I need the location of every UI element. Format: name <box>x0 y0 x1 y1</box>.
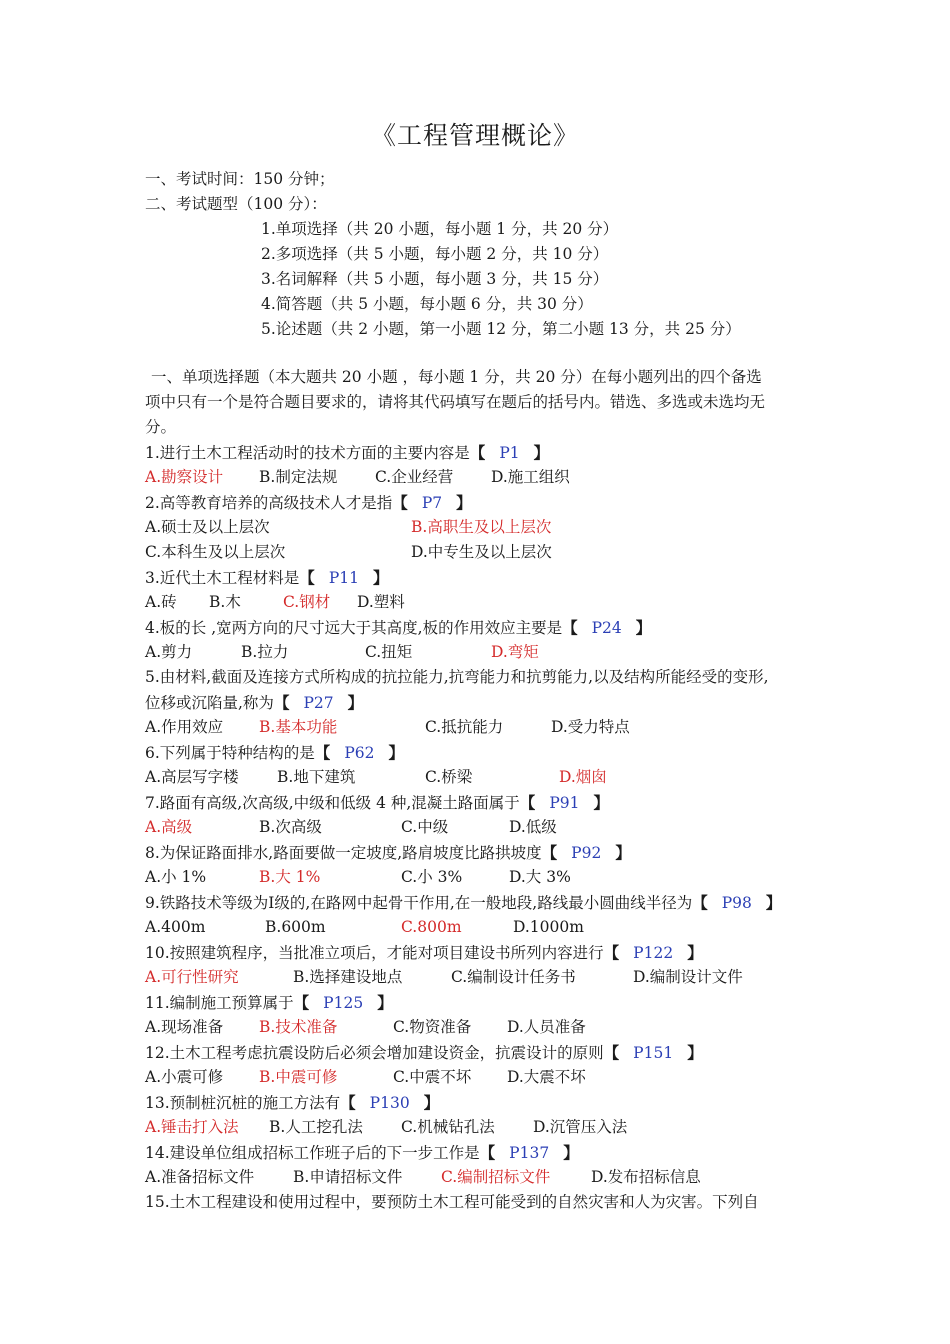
answer-option: C.物资准备 <box>393 1018 472 1036</box>
document-title: 《工程管理概论》 <box>370 121 579 150</box>
page-reference: P62 <box>344 744 375 762</box>
answer-option: C.编制招标文件 <box>441 1168 551 1186</box>
answer-option: A.硕士及以上层次 <box>145 518 270 536</box>
question-text: 13.预制桩沉桩的施工方法有 <box>145 1094 341 1112</box>
answer-option: D.中专生及以上层次 <box>411 543 552 561</box>
answer-option: A.400m <box>145 918 206 936</box>
answer-option: A.可行性研究 <box>145 968 239 986</box>
option-row <box>145 765 815 790</box>
section-intro-line: 项中只有一个是符合题目要求的，请将其代码填写在题后的括号内。错选、多选或未选均无 <box>145 393 766 411</box>
page-reference: P137 <box>509 1144 550 1162</box>
answer-option: C.中震不坏 <box>393 1068 472 1086</box>
answer-option: D.受力特点 <box>551 718 630 736</box>
answer-option: B.申请招标文件 <box>293 1168 403 1186</box>
question-stem <box>145 1090 815 1115</box>
option-row <box>145 540 815 565</box>
option-row <box>145 1015 815 1040</box>
question-text: 10.按照建筑程序，当批准立项后，才能对项目建设书所列内容进行 <box>145 944 604 962</box>
question-text: 7.路面有高级,次高级,中级和低级 4 种,混凝土路面属于 <box>145 794 520 812</box>
question-text: 位移或沉陷量,称为 <box>145 694 274 712</box>
answer-option: A.高层写字楼 <box>145 768 239 786</box>
answer-option: D.大震不坏 <box>507 1068 586 1086</box>
bracket-open: 【 <box>293 993 310 1012</box>
question-text: 1.进行土木工程活动时的技术方面的主要内容是 <box>145 444 470 462</box>
exam-info <box>145 167 741 342</box>
section-intro-line: 分。 <box>145 418 177 436</box>
answer-option: B.次高级 <box>259 818 322 836</box>
answer-option: C.企业经营 <box>375 468 454 486</box>
answer-option: D.弯矩 <box>491 643 539 661</box>
page-reference: P91 <box>549 794 580 812</box>
answer-option: A.现场准备 <box>145 1018 224 1036</box>
option-row <box>145 590 815 615</box>
answer-option: C.编制设计任务书 <box>451 968 576 986</box>
question-stem <box>145 1040 815 1065</box>
answer-option: A.锤击打入法 <box>145 1118 239 1136</box>
question-stem <box>145 690 815 715</box>
question-text: 3.近代土木工程材料是 <box>145 569 300 587</box>
answer-option: C.中级 <box>401 818 449 836</box>
bracket-open: 【 <box>340 1093 356 1112</box>
option-row <box>145 965 815 990</box>
question-list <box>145 440 815 1215</box>
answer-option: D.塑料 <box>357 593 405 611</box>
answer-option: D.编制设计文件 <box>633 968 743 986</box>
exam-time: 一、考试时间：150 分钟； <box>145 170 335 188</box>
answer-option: B.制定法规 <box>259 468 338 486</box>
answer-option: B.中震可修 <box>259 1068 338 1086</box>
answer-option: D.烟囱 <box>559 768 607 786</box>
answer-option: C.抵抗能力 <box>425 718 504 736</box>
question-text: 8.为保证路面排水,路面要做一定坡度,路肩坡度比路拱坡度 <box>145 844 542 862</box>
question-text: 9.铁路技术等级为Ⅰ级的,在路网中起骨干作用,在一般地段,路线最小圆曲线半径为 <box>145 894 693 912</box>
exam-type-item: 4.简答题（共 5 小题，每小题 6 分，共 30 分） <box>261 295 593 313</box>
answer-option: A.小 1% <box>145 868 207 886</box>
bracket-close: 】 <box>372 568 389 587</box>
answer-option: B.技术准备 <box>259 1018 338 1036</box>
answer-option: B.选择建设地点 <box>293 968 403 986</box>
option-row <box>145 1065 815 1090</box>
page-reference: P11 <box>328 569 359 587</box>
answer-option: D.1000m <box>513 918 584 936</box>
exam-type-item: 1.单项选择（共 20 小题，每小题 1 分，共 20 分） <box>261 220 619 238</box>
bracket-close: 】 <box>347 693 364 712</box>
question-stem <box>145 990 815 1015</box>
bracket-open: 【 <box>603 943 620 962</box>
question-stem <box>145 1140 815 1165</box>
bracket-open: 【 <box>562 618 578 637</box>
answer-option: D.人员准备 <box>507 1018 586 1036</box>
answer-option: D.大 3% <box>509 868 571 886</box>
section-intro <box>145 365 815 440</box>
bracket-close: 】 <box>687 1043 703 1062</box>
question-text: 14.建设单位组成招标工作班子后的下一步工作是 <box>145 1144 480 1162</box>
section-intro-line: 一、单项选择题（本大题共 20 小题 ，每小题 1 分，共 20 分）在每小题列出的四个备选 <box>151 368 762 386</box>
answer-option: A.高级 <box>145 818 193 836</box>
answer-option: C.扭矩 <box>365 643 413 661</box>
bracket-close: 】 <box>533 443 550 462</box>
page-reference: P151 <box>633 1044 674 1062</box>
bracket-open: 【 <box>392 493 408 512</box>
page-reference: P92 <box>571 844 602 862</box>
bracket-close: 】 <box>635 618 652 637</box>
option-row <box>145 1165 815 1190</box>
bracket-open: 【 <box>692 893 708 912</box>
bracket-open: 【 <box>479 1143 496 1162</box>
question-stem-line: 5.由材料,截面及连接方式所构成的抗拉能力,抗弯能力和抗剪能力,以及结构所能经受的变形, <box>145 668 769 686</box>
page-reference: P130 <box>369 1094 410 1112</box>
option-row <box>145 640 815 665</box>
answer-option: C.钢材 <box>283 593 331 611</box>
answer-option: C.小 3% <box>401 868 463 886</box>
bracket-close: 】 <box>593 793 609 812</box>
exam-types-header: 二、考试题型（100 分）： <box>145 195 327 213</box>
bracket-close: 】 <box>388 743 404 762</box>
answer-option: B.拉力 <box>241 643 289 661</box>
page-reference: P27 <box>303 694 334 712</box>
exam-type-item: 5.论述题（共 2 小题，第一小题 12 分，第二小题 13 分，共 25 分） <box>261 320 741 338</box>
question-text: 6.下列属于特种结构的是 <box>145 744 315 762</box>
answer-option: C.本科生及以上层次 <box>145 543 286 561</box>
answer-option: D.低级 <box>509 818 557 836</box>
answer-option: C.800m <box>401 918 462 936</box>
option-row <box>145 465 815 490</box>
option-row <box>145 865 815 890</box>
question-stem <box>145 790 815 815</box>
answer-option: C.机械钻孔法 <box>401 1118 495 1136</box>
question-stem <box>145 940 815 965</box>
bracket-open: 【 <box>541 843 558 862</box>
page-reference: P24 <box>591 619 622 637</box>
answer-option: A.勘察设计 <box>145 468 224 486</box>
bracket-close: 】 <box>687 943 703 962</box>
trailing-question-text: 15.土木工程建设和使用过程中，要预防土木工程可能受到的自然灾害和人为灾害。下列自 <box>145 1193 759 1211</box>
answer-option: C.桥梁 <box>425 768 473 786</box>
question-text: 11.编制施工预算属于 <box>145 994 294 1012</box>
page-reference: P98 <box>721 894 752 912</box>
question-stem <box>145 440 815 465</box>
answer-option: B.高职生及以上层次 <box>411 518 552 536</box>
exam-type-item: 2.多项选择（共 5 小题，每小题 2 分，共 10 分） <box>261 245 609 263</box>
exam-type-item: 3.名词解释（共 5 小题，每小题 3 分，共 15 分） <box>261 270 609 288</box>
answer-option: A.剪力 <box>145 643 193 661</box>
answer-option: D.沉管压入法 <box>533 1118 628 1136</box>
question-stem <box>145 565 815 590</box>
option-row <box>145 1115 815 1140</box>
bracket-open: 【 <box>273 693 290 712</box>
answer-option: B.600m <box>265 918 326 936</box>
bracket-open: 【 <box>603 1043 620 1062</box>
question-stem <box>145 490 815 515</box>
question-stem <box>145 890 815 915</box>
page-reference: P1 <box>499 444 520 462</box>
bracket-close: 】 <box>456 493 472 512</box>
question-stem <box>145 740 815 765</box>
answer-option: A.作用效应 <box>145 718 224 736</box>
option-row <box>145 815 815 840</box>
page-reference: P7 <box>421 494 443 512</box>
answer-option: B.基本功能 <box>259 718 338 736</box>
question-text: 4.板的长 ,宽两方向的尺寸远大于其高度,板的作用效应主要是 <box>145 619 563 637</box>
bracket-open: 【 <box>314 743 331 762</box>
answer-option: A.砖 <box>145 593 177 611</box>
bracket-close: 】 <box>377 993 393 1012</box>
bracket-open: 【 <box>519 793 536 812</box>
answer-option: D.施工组织 <box>491 468 570 486</box>
answer-option: A.准备招标文件 <box>145 1168 255 1186</box>
answer-option: B.地下建筑 <box>277 768 356 786</box>
bracket-close: 】 <box>765 893 782 912</box>
page-reference: P125 <box>323 994 364 1012</box>
bracket-close: 】 <box>563 1143 579 1162</box>
answer-option: D.发布招标信息 <box>591 1168 701 1186</box>
option-row <box>145 515 815 540</box>
answer-option: A.小震可修 <box>145 1068 224 1086</box>
page-reference: P122 <box>633 944 674 962</box>
bracket-open: 【 <box>299 568 315 587</box>
option-row <box>145 915 815 940</box>
bracket-close: 】 <box>615 843 631 862</box>
answer-option: B.木 <box>209 593 241 611</box>
question-stem <box>145 840 815 865</box>
answer-option: B.大 1% <box>259 868 321 886</box>
answer-option: B.人工挖孔法 <box>269 1118 363 1136</box>
option-row <box>145 715 815 740</box>
bracket-open: 【 <box>469 443 486 462</box>
bracket-close: 】 <box>423 1093 440 1112</box>
question-text: 2.高等教育培养的高级技术人才是指 <box>145 494 393 512</box>
question-text: 12.土木工程考虑抗震设防后必须会增加建设资金，抗震设计的原则 <box>145 1044 604 1062</box>
question-stem <box>145 615 815 640</box>
